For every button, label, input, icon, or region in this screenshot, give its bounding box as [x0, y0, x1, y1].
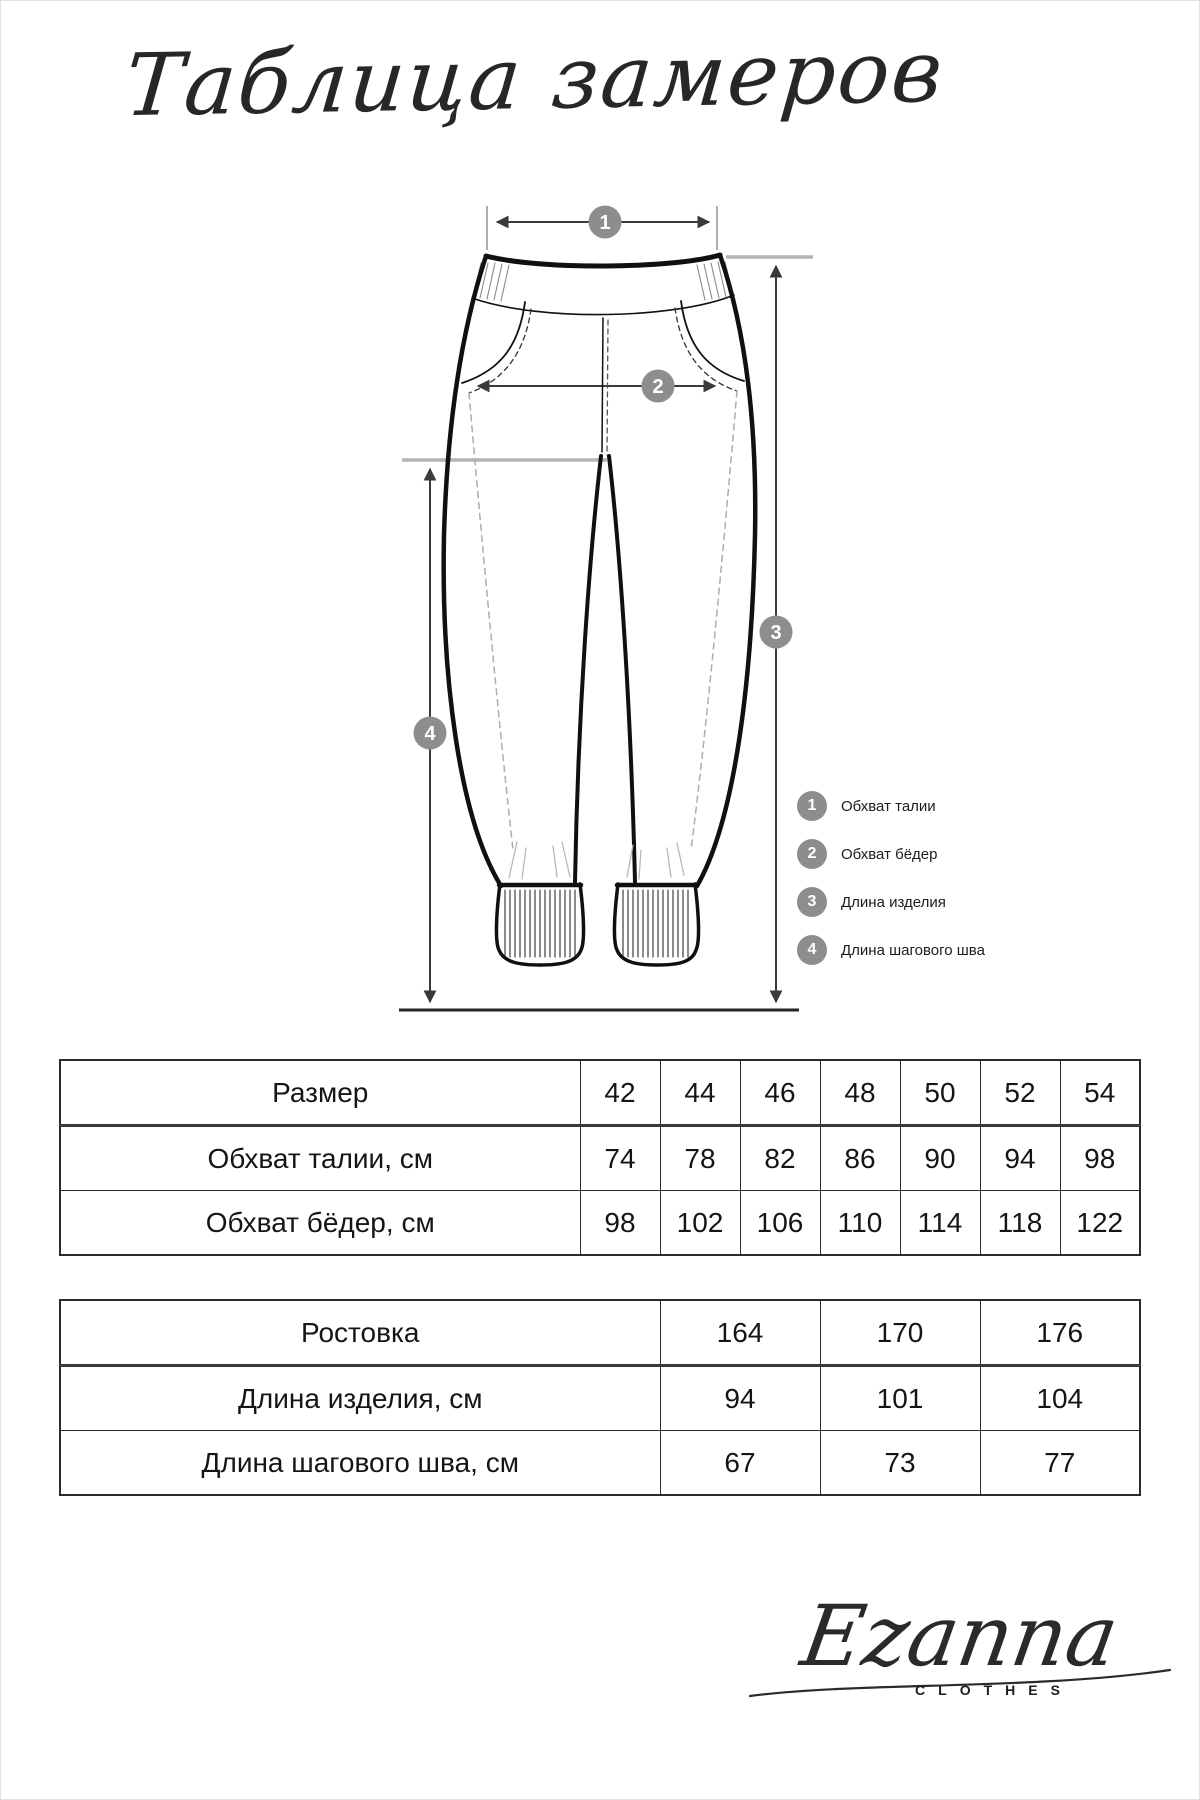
cuff-right-ribs [623, 890, 688, 957]
inseam-value: 73 [820, 1431, 980, 1496]
height-value: 176 [980, 1300, 1140, 1366]
hips-value: 102 [660, 1191, 740, 1256]
size-value: 52 [980, 1060, 1060, 1126]
size-value: 54 [1060, 1060, 1140, 1126]
legend-item-inseam [797, 935, 985, 965]
legend-item-waist [797, 791, 985, 821]
brand-name: Ezanna [795, 1587, 1125, 1685]
legend-label-1: Обхват талии [841, 797, 936, 815]
height-value: 170 [820, 1300, 980, 1366]
table-row [60, 1431, 1140, 1496]
size-value: 44 [660, 1060, 740, 1126]
table-row [60, 1300, 1140, 1366]
callout-circles [414, 206, 793, 750]
height-value: 164 [660, 1300, 820, 1366]
gather-strokes [509, 842, 684, 879]
inseam-value: 77 [980, 1431, 1140, 1496]
cuff-left-ribs [505, 890, 575, 957]
brand-subtitle: CLOTHES [915, 1682, 1073, 1699]
waist-value: 86 [820, 1126, 900, 1191]
row-label: Обхват талии, см [60, 1126, 580, 1191]
waist-value: 82 [740, 1126, 820, 1191]
row-label: Обхват бёдер, см [60, 1191, 580, 1256]
side-seam-right [697, 255, 755, 886]
inner-seam-left [575, 456, 601, 882]
hips-value: 122 [1060, 1191, 1140, 1256]
length-value: 101 [820, 1366, 980, 1431]
row-label: Размер [60, 1060, 580, 1126]
waistband-bottom [472, 295, 734, 315]
waist-value: 78 [660, 1126, 740, 1191]
waist-value: 74 [580, 1126, 660, 1191]
length-value: 104 [980, 1366, 1140, 1431]
table-row [60, 1366, 1140, 1431]
legend-badge-4: 4 [797, 935, 827, 965]
legend-badge-3: 3 [797, 887, 827, 917]
size-value: 48 [820, 1060, 900, 1126]
table-row [60, 1060, 1140, 1126]
hips-value: 114 [900, 1191, 980, 1256]
length-value: 94 [660, 1366, 820, 1431]
legend-item-length [797, 887, 985, 917]
waist-value: 90 [900, 1126, 980, 1191]
callout-number-1: 1 [599, 212, 611, 234]
hips-value: 98 [580, 1191, 660, 1256]
table-row [60, 1126, 1140, 1191]
height-table [59, 1299, 1141, 1496]
size-value: 46 [740, 1060, 820, 1126]
inseam-value: 67 [660, 1431, 820, 1496]
fly-line-dashed [607, 320, 608, 455]
side-seam-left [444, 256, 501, 886]
legend-label-3: Длина изделия [841, 893, 946, 911]
page-title-text: Таблица замеров [121, 21, 949, 137]
brand-logo [760, 1587, 1160, 1699]
legend-label-4: Длина шагового шва [841, 941, 985, 959]
row-label: Ростовка [60, 1300, 660, 1366]
pants-measurement-diagram [300, 170, 860, 1050]
row-label: Длина шагового шва, см [60, 1431, 660, 1496]
cuff-right-outline [614, 884, 698, 965]
legend-item-hips [797, 839, 985, 869]
size-value: 42 [580, 1060, 660, 1126]
waist-value: 94 [980, 1126, 1060, 1191]
legend-badge-1: 1 [797, 791, 827, 821]
callout-number-4: 4 [424, 723, 436, 745]
measurement-legend [797, 791, 985, 965]
row-label: Длина изделия, см [60, 1366, 660, 1431]
hips-value: 118 [980, 1191, 1060, 1256]
legend-label-2: Обхват бёдер [841, 845, 938, 863]
pants-outline [444, 255, 756, 965]
fly-line [602, 318, 603, 452]
size-value: 50 [900, 1060, 980, 1126]
size-table [59, 1059, 1141, 1256]
inner-seam-right [609, 456, 635, 882]
waist-value: 98 [1060, 1126, 1140, 1191]
legend-badge-2: 2 [797, 839, 827, 869]
callout-number-3: 3 [770, 622, 782, 644]
page-title [0, 21, 1070, 137]
waistband-top [486, 255, 720, 266]
hips-value: 110 [820, 1191, 900, 1256]
callout-number-2: 2 [652, 376, 664, 398]
hips-value: 106 [740, 1191, 820, 1256]
table-row [60, 1191, 1140, 1256]
